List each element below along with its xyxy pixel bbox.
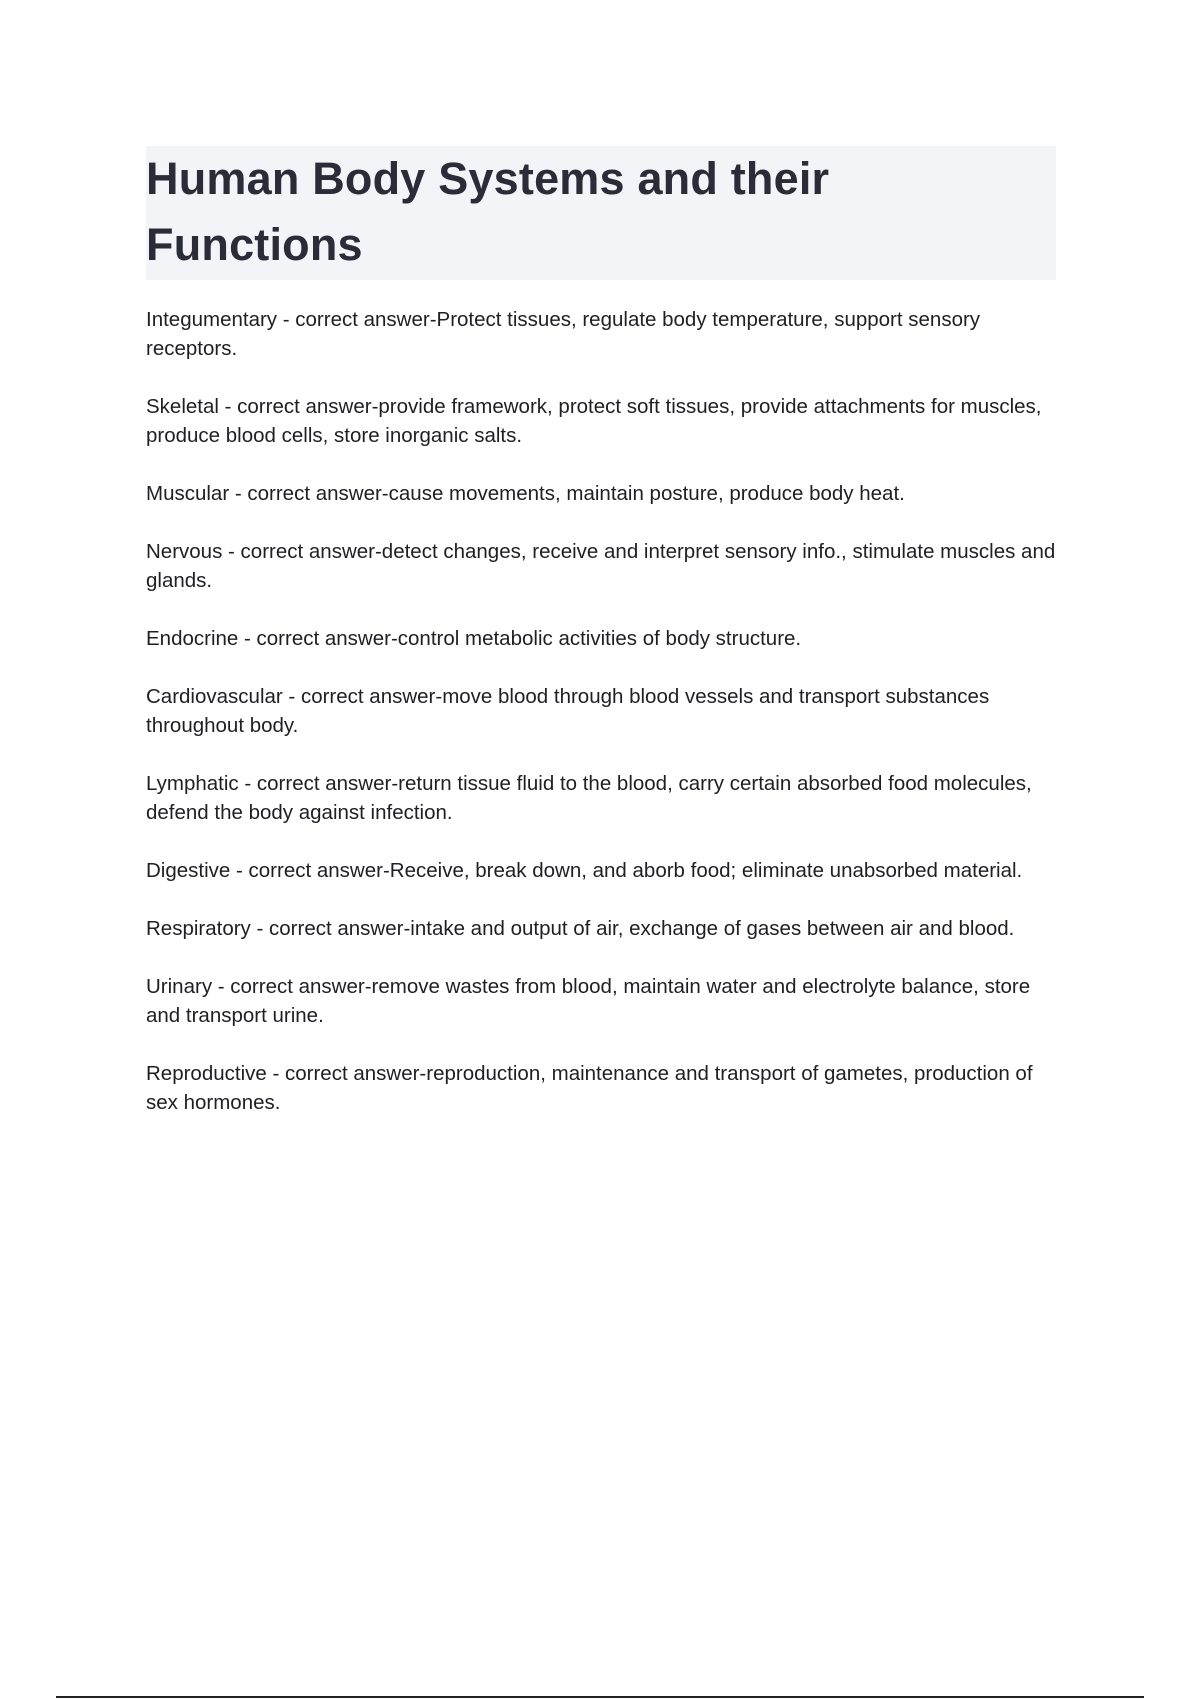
entry-nervous: Nervous - correct answer-detect changes, receive and interpret sensory info., stimulate muscles and glands. xyxy=(146,540,1056,592)
entry-integumentary: Integumentary - correct answer-Protect tissues, regulate body temperature, support sensory receptors. xyxy=(146,308,981,360)
entry-urinary: Urinary - correct answer-remove wastes from blood, maintain water and electrolyte balance, store and transport urine. xyxy=(146,975,1031,1027)
entries-list xyxy=(146,305,1056,1146)
title-banner xyxy=(146,146,1056,280)
entry-cardiovascular: Cardiovascular - correct answer-move blood through blood vessels and transport substances throughout body. xyxy=(146,685,990,737)
page-title-line-2: Functions xyxy=(146,219,363,270)
entry-muscular: Muscular - correct answer-cause movements, maintain posture, produce body heat. xyxy=(146,482,905,505)
entry-respiratory: Respiratory - correct answer-intake and output of air, exchange of gases between air and blood. xyxy=(146,917,1015,940)
entry-digestive: Digestive - correct answer-Receive, break down, and aborb food; eliminate unabsorbed material. xyxy=(146,859,1023,882)
entry-lymphatic: Lymphatic - correct answer-return tissue fluid to the blood, carry certain absorbed food molecules, defend the body against infection. xyxy=(146,772,1032,824)
entry-reproductive: Reproductive - correct answer-reproduction, maintenance and transport of gametes, production of sex hormones. xyxy=(146,1062,1033,1114)
entry-endocrine: Endocrine - correct answer-control metabolic activities of body structure. xyxy=(146,627,802,650)
page-title-line-1: Human Body Systems and their xyxy=(146,153,830,204)
footer-divider xyxy=(56,1696,1144,1698)
page-title xyxy=(146,146,1056,278)
entry-skeletal: Skeletal - correct answer-provide framework, protect soft tissues, provide attachments for muscles, produce blood cells, store inorganic salts. xyxy=(146,395,1042,447)
